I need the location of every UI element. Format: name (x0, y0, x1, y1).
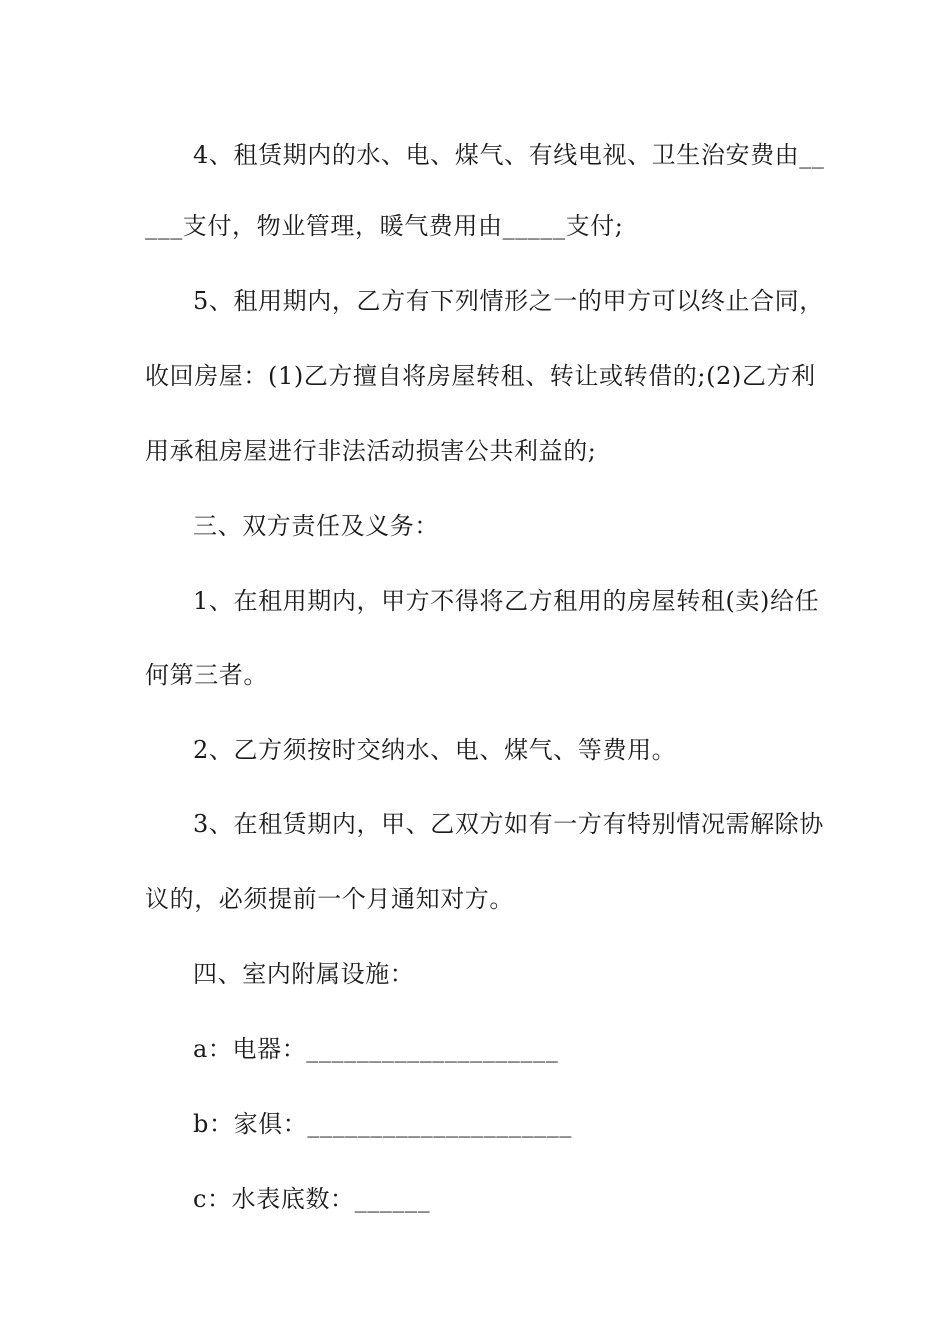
section-3-item-3-line-2: 议的，必须提前一个月通知对方。 (145, 885, 514, 913)
section-3-heading: 三、双方责任及义务： (193, 512, 439, 540)
section-4-item-b: b：家俱：_____________________ (193, 1110, 572, 1138)
section-4-item-c: c：水表底数：______ (193, 1185, 431, 1213)
section-3-item-1-line-2: 何第三者。 (145, 661, 268, 689)
section-4-heading: 四、室内附属设施： (193, 960, 415, 988)
clause-5-line-3: 用承租房屋进行非法活动损害公共利益的; (145, 437, 597, 465)
clause-4-line-2: ___支付，物业管理，暖气费用由_____支付; (145, 212, 624, 240)
section-3-item-1-line-1: 1、在租用期内，甲方不得将乙方租用的房屋转租(卖)给任 (193, 587, 820, 615)
section-3-item-2: 2、乙方须按时交纳水、电、煤气、等费用。 (193, 736, 677, 764)
clause-5-line-2: 收回房屋：(1)乙方擅自将房屋转租、转让或转借的;(2)乙方利 (145, 362, 816, 390)
clause-5-line-1: 5、租用期内，乙方有下列情形之一的甲方可以终止合同， (193, 287, 824, 315)
section-3-item-3-line-1: 3、在租赁期内，甲、乙双方如有一方有特别情况需解除协 (193, 810, 824, 838)
clause-4-line-1: 4、租赁期内的水、电、煤气、有线电视、卫生治安费由__ (193, 141, 825, 169)
section-4-item-a: a：电器：____________________ (193, 1035, 559, 1063)
